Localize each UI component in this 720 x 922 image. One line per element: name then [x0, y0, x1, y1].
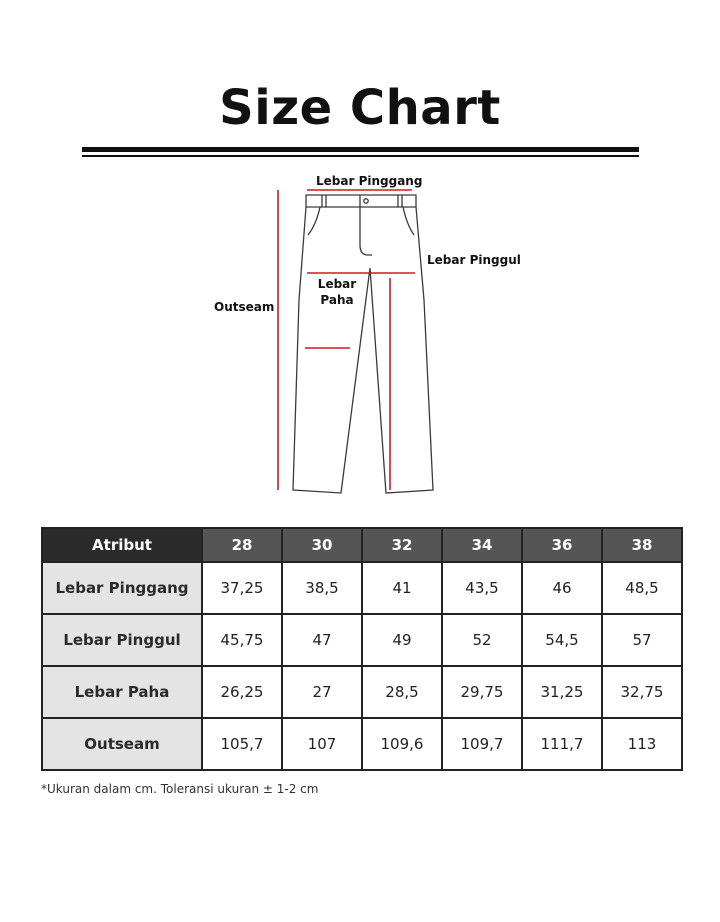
thigh-label: [317, 276, 357, 308]
header-cell-size: 32: [362, 528, 442, 562]
table-cell: 54,5: [522, 614, 602, 666]
table-cell: 37,25: [202, 562, 282, 614]
header-cell-size: 38: [602, 528, 682, 562]
table-cell: 48,5: [602, 562, 682, 614]
table-cell: 26,25: [202, 666, 282, 718]
table-row: [42, 718, 682, 770]
table-cell: 107: [282, 718, 362, 770]
table-cell: 32,75: [602, 666, 682, 718]
table-cell: 46: [522, 562, 602, 614]
measure-lines: [278, 190, 415, 490]
size-table: [41, 527, 683, 771]
tolerance-note: *Ukuran dalam cm. Toleransi ukuran ± 1-2 cm: [41, 782, 319, 796]
table-cell: 41: [362, 562, 442, 614]
table-cell: 49: [362, 614, 442, 666]
table-cell: 111,7: [522, 718, 602, 770]
header-cell-size: 28: [202, 528, 282, 562]
header-cell-size: 30: [282, 528, 362, 562]
table-cell: 47: [282, 614, 362, 666]
table-cell: 109,6: [362, 718, 442, 770]
table-cell: 113: [602, 718, 682, 770]
header-cell-size: 34: [442, 528, 522, 562]
hip-label: Lebar Pinggul: [427, 253, 521, 267]
table-cell: 29,75: [442, 666, 522, 718]
table-cell: 52: [442, 614, 522, 666]
table-cell: 43,5: [442, 562, 522, 614]
header-cell-size: 36: [522, 528, 602, 562]
table-cell: 31,25: [522, 666, 602, 718]
table-row: [42, 614, 682, 666]
table-cell: 45,75: [202, 614, 282, 666]
table-cell: 109,7: [442, 718, 522, 770]
table-cell: 57: [602, 614, 682, 666]
thigh-label-line2: Paha: [320, 293, 354, 307]
table-row: [42, 666, 682, 718]
row-label: Lebar Pinggang: [42, 562, 202, 614]
table-cell: 28,5: [362, 666, 442, 718]
table-cell: 27: [282, 666, 362, 718]
table-cell: 38,5: [282, 562, 362, 614]
outseam-label: Outseam: [214, 300, 275, 314]
header-cell-attribute: Atribut: [42, 528, 202, 562]
row-label: Lebar Paha: [42, 666, 202, 718]
thigh-label-line1: Lebar: [317, 277, 357, 291]
pants-outline: [293, 195, 433, 493]
row-label: Lebar Pinggul: [42, 614, 202, 666]
waist-label: Lebar Pinggang: [316, 174, 423, 188]
table-header-row: [42, 528, 682, 562]
row-label: Outseam: [42, 718, 202, 770]
table-cell: 105,7: [202, 718, 282, 770]
page-title: Size Chart: [219, 80, 501, 136]
table-row: [42, 562, 682, 614]
